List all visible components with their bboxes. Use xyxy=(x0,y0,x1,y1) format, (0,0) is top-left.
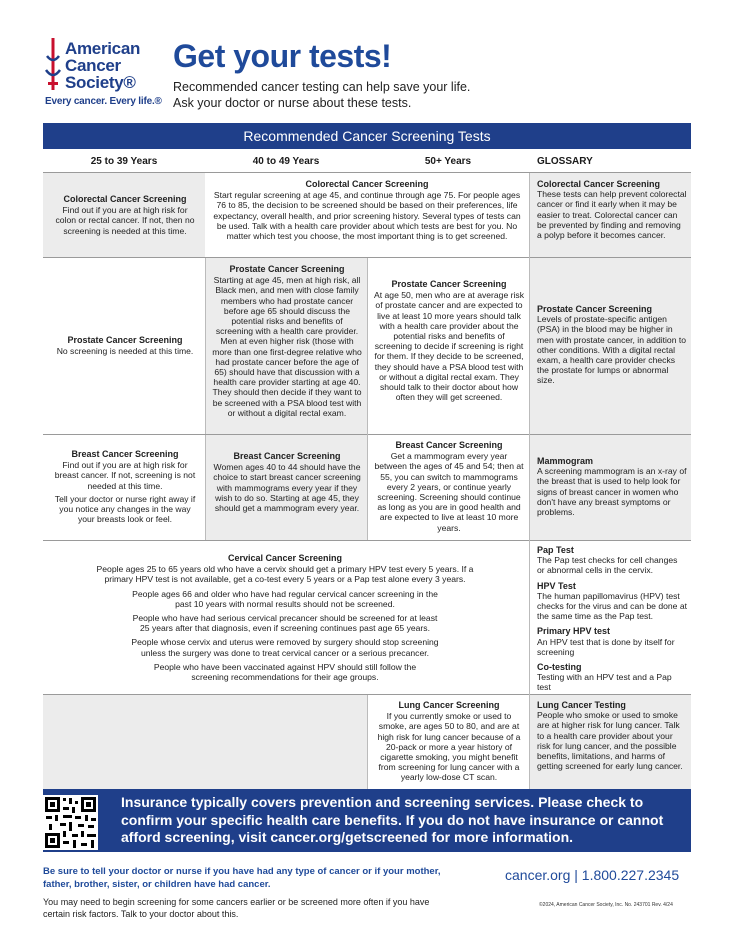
contact-info[interactable]: cancer.org | 1.800.227.2345 xyxy=(505,867,680,883)
glossary-term: Co-testing xyxy=(537,662,582,673)
cell-text: If you currently smoke or used to smoke, are ages 50 to 80, and are at high risk for lung cancer because of a 20-pack or more a year history of cigarette smoking, you might benefit from screening for lung cancer with a yearly low-dose CT scan. xyxy=(377,711,521,783)
col-divider xyxy=(205,435,206,540)
prostate-old-cell xyxy=(374,279,524,402)
subtitle-line-1: Recommended cancer testing can help save your life. xyxy=(173,80,471,94)
cell-title: Prostate Cancer Screening xyxy=(229,264,345,274)
cell-title: Colorectal Cancer Screening xyxy=(305,179,429,189)
cervical-cell xyxy=(90,553,480,682)
family-history-note: Be sure to tell your doctor or nurse if you have had any type of cancer or if your mother, father, brother, sister, or children have had cancer. xyxy=(43,866,441,890)
cell-title: Cervical Cancer Screening xyxy=(227,553,343,563)
sword-logo-icon xyxy=(43,36,63,92)
cell-title: Prostate Cancer Screening xyxy=(67,335,183,345)
glossary-definition: An HPV test that is done by itself for screening xyxy=(537,636,675,657)
cell-title: Lung Cancer Screening xyxy=(398,700,500,710)
glossary-term: Pap Test xyxy=(537,545,574,555)
cell-text: Start regular screening at age 45, and continue through age 75. For people ages 76 to 85, the decision to be screened should be based on their preferences, life expectancy, overall health, and prior screening history. Several types of tests can be used. Talk with a health care provider about which tests are best for you. No matter which test you choose, the most important thing is to get screened. xyxy=(213,190,521,242)
cell-text: Get a mammogram every year between the ages of 45 and 54; then at 55, you can switch to mammograms every 2 years, or continue yearly screening. Screening should continue as long as you are in good health and are expected to live at least 10 more years. xyxy=(374,451,524,533)
cell-title: Breast Cancer Screening xyxy=(395,440,503,450)
breast-young-cell xyxy=(52,449,198,524)
breast-glossary xyxy=(537,456,687,517)
cell-text: People whose cervix and uterus were removed by surgery should stop screening unless the surgery was done to treat cervical cancer or a serious precancer. xyxy=(131,637,439,658)
col-header-40-49: 40 to 49 Years xyxy=(252,156,320,167)
glossary-term: Primary HPV test xyxy=(537,626,611,637)
glossary-term: Lung Cancer Testing xyxy=(537,700,626,710)
cell-text: Find out if you are at high risk for breast cancer. If not, screening is not needed at this time. xyxy=(54,460,196,491)
prostate-glossary xyxy=(537,304,687,386)
qr-code-icon[interactable] xyxy=(43,795,98,850)
lung-cell xyxy=(374,700,524,783)
prostate-young-cell xyxy=(48,335,202,356)
cell-text: People who have had serious cervical precancer should be screened for at least 25 years after that diagnosis, even if screening continues past age 65 years. xyxy=(132,613,438,634)
cell-text: No screening is needed at this time. xyxy=(56,346,194,357)
logo-line-2: Cancer xyxy=(65,56,121,75)
cell-text: Find out if you are at high risk for colon or rectal cancer. If not, then no screening is needed at this time. xyxy=(55,205,195,236)
colorectal-main-cell xyxy=(212,179,522,241)
logo-tagline: Every cancer. Every life.® xyxy=(45,96,162,107)
page-title: Get your tests! xyxy=(173,38,392,74)
col-header-25-39: 25 to 39 Years xyxy=(90,156,158,167)
colorectal-glossary xyxy=(537,179,687,240)
glossary-definition: People who smoke or used to smoke are at higher risk for lung cancer. Talk to a health care provider about your risk for lung cancer, and the possible benefits, limitations, and harms of getting screened for early lung cancer. xyxy=(537,710,683,772)
row-divider xyxy=(43,172,691,173)
risk-factors-note: You may need to begin screening for some cancers earlier or be screened more often if you have certain risk factors. Talk to your doctor about this. xyxy=(43,897,430,919)
glossary-definition: A screening mammogram is an x-ray of the breast that is used to help look for signs of breast cancer in women who don't have any breast symptoms or problems. xyxy=(537,466,687,518)
subtitle-line-2: Ask your doctor or nurse about these tests. xyxy=(173,96,412,110)
cervical-glossary xyxy=(537,545,687,693)
cell-text: Tell your doctor or nurse right away if you notice any changes in the way your breasts look or feel. xyxy=(54,493,196,525)
glossary-definition: Levels of prostate-specific antigen (PSA) in the blood may be higher in men with prostate cancer, in addition to other conditions. With a digital rectal exam, a health care provider checks the prostate for lumps or abnormal size. xyxy=(537,314,687,386)
cell-title: Breast Cancer Screening xyxy=(233,451,341,461)
logo-line-1: American xyxy=(65,39,141,58)
breast-old-cell xyxy=(374,440,524,533)
col-divider xyxy=(529,173,530,789)
breast-mid-cell xyxy=(212,451,362,513)
cell-text: Starting at age 45, men at high risk, all Black men, and men with close family members who had prostate cancer before age 65 should discuss the potential risks and benefits of screening with a health care provider. Men at even higher risk (those with more than one first-degree relative who had prostate cancer before the age of 65) should have that discussion with a health care provider starting at age 40. They should then decide if they want to be screened with a PSA blood test with or without a digital rectal exam. xyxy=(212,275,362,418)
cell-title: Breast Cancer Screening xyxy=(71,449,179,459)
cell-title: Colorectal Cancer Screening xyxy=(63,194,187,204)
lung-glossary xyxy=(537,700,687,771)
glossary-definition: The Pap test checks for cell changes or abnormal cells in the cervix. xyxy=(537,555,678,576)
cell-text: People who have been vaccinated against HPV should still follow the screening recommendations for their age groups. xyxy=(153,661,417,683)
cell-text: At age 50, men who are at average risk of prostate cancer and are expected to live at least 10 more years should talk with a health care provider about the potential risks and benefits of screening to decide if screening is right for them. If they decide to be screened, they should have a PSA blood test with or without a digital rectal exam. They should talk to their doctor about how often they will get screened. xyxy=(374,290,524,403)
glossary-term: Prostate Cancer Screening xyxy=(537,304,653,314)
row-divider xyxy=(43,540,691,541)
col-divider xyxy=(367,258,368,540)
col-header-glossary: GLOSSARY xyxy=(537,156,593,167)
col-divider xyxy=(205,258,206,434)
table-title-bar: Recommended Cancer Screening Tests xyxy=(43,123,691,149)
prostate-mid-cell xyxy=(212,264,362,418)
page-subtitle xyxy=(173,79,470,111)
glossary-term: Mammogram xyxy=(537,456,594,466)
copyright: ©2024, American Cancer Society, Inc. No. 243701 Rev. 4/24 xyxy=(539,902,673,908)
cell-text: People ages 25 to 65 years old who have a cervix should get a primary HPV test every 5 years. If a primary HPV test is not available, get a co-test every 5 years or a Pap test alone every 3 years. xyxy=(96,564,474,585)
cell-text: Women ages 40 to 44 should have the choice to start breast cancer screening with mammograms every year if they wish to do so. Starting at age 45, they should get a mammogram every year. xyxy=(213,462,361,514)
colorectal-young-cell xyxy=(52,194,198,236)
insurance-text: Insurance typically covers prevention and screening services. Please check to confirm your specific health care benefits. If you do not have insurance or cannot afford screening, visit cancer.org/getscreened for more information. xyxy=(121,794,664,845)
col-header-50-plus: 50+ Years xyxy=(424,156,472,167)
logo-line-3: Society® xyxy=(65,73,136,92)
glossary-definition: These tests can help prevent colorectal cancer or find it early when it may be easier to treat. Colorectal cancer can be prevented by finding and removing a polyp before it becomes cancer. xyxy=(537,189,687,241)
glossary-term: Colorectal Cancer Screening xyxy=(537,179,661,189)
cell-title: Prostate Cancer Screening xyxy=(391,279,507,289)
glossary-definition: The human papillomavirus (HPV) test checks for the virus and can be done at the same time as the Pap test. xyxy=(537,590,688,622)
lung-empty-bg xyxy=(43,695,367,789)
cell-text: People ages 66 and older who have had regular cervical cancer screening in the past 10 years with normal results should not be screened. xyxy=(132,588,438,609)
logo-name xyxy=(65,40,140,91)
glossary-definition: Testing with an HPV test and a Pap test xyxy=(537,672,672,693)
col-divider xyxy=(367,695,368,789)
glossary-term: HPV Test xyxy=(537,580,576,591)
